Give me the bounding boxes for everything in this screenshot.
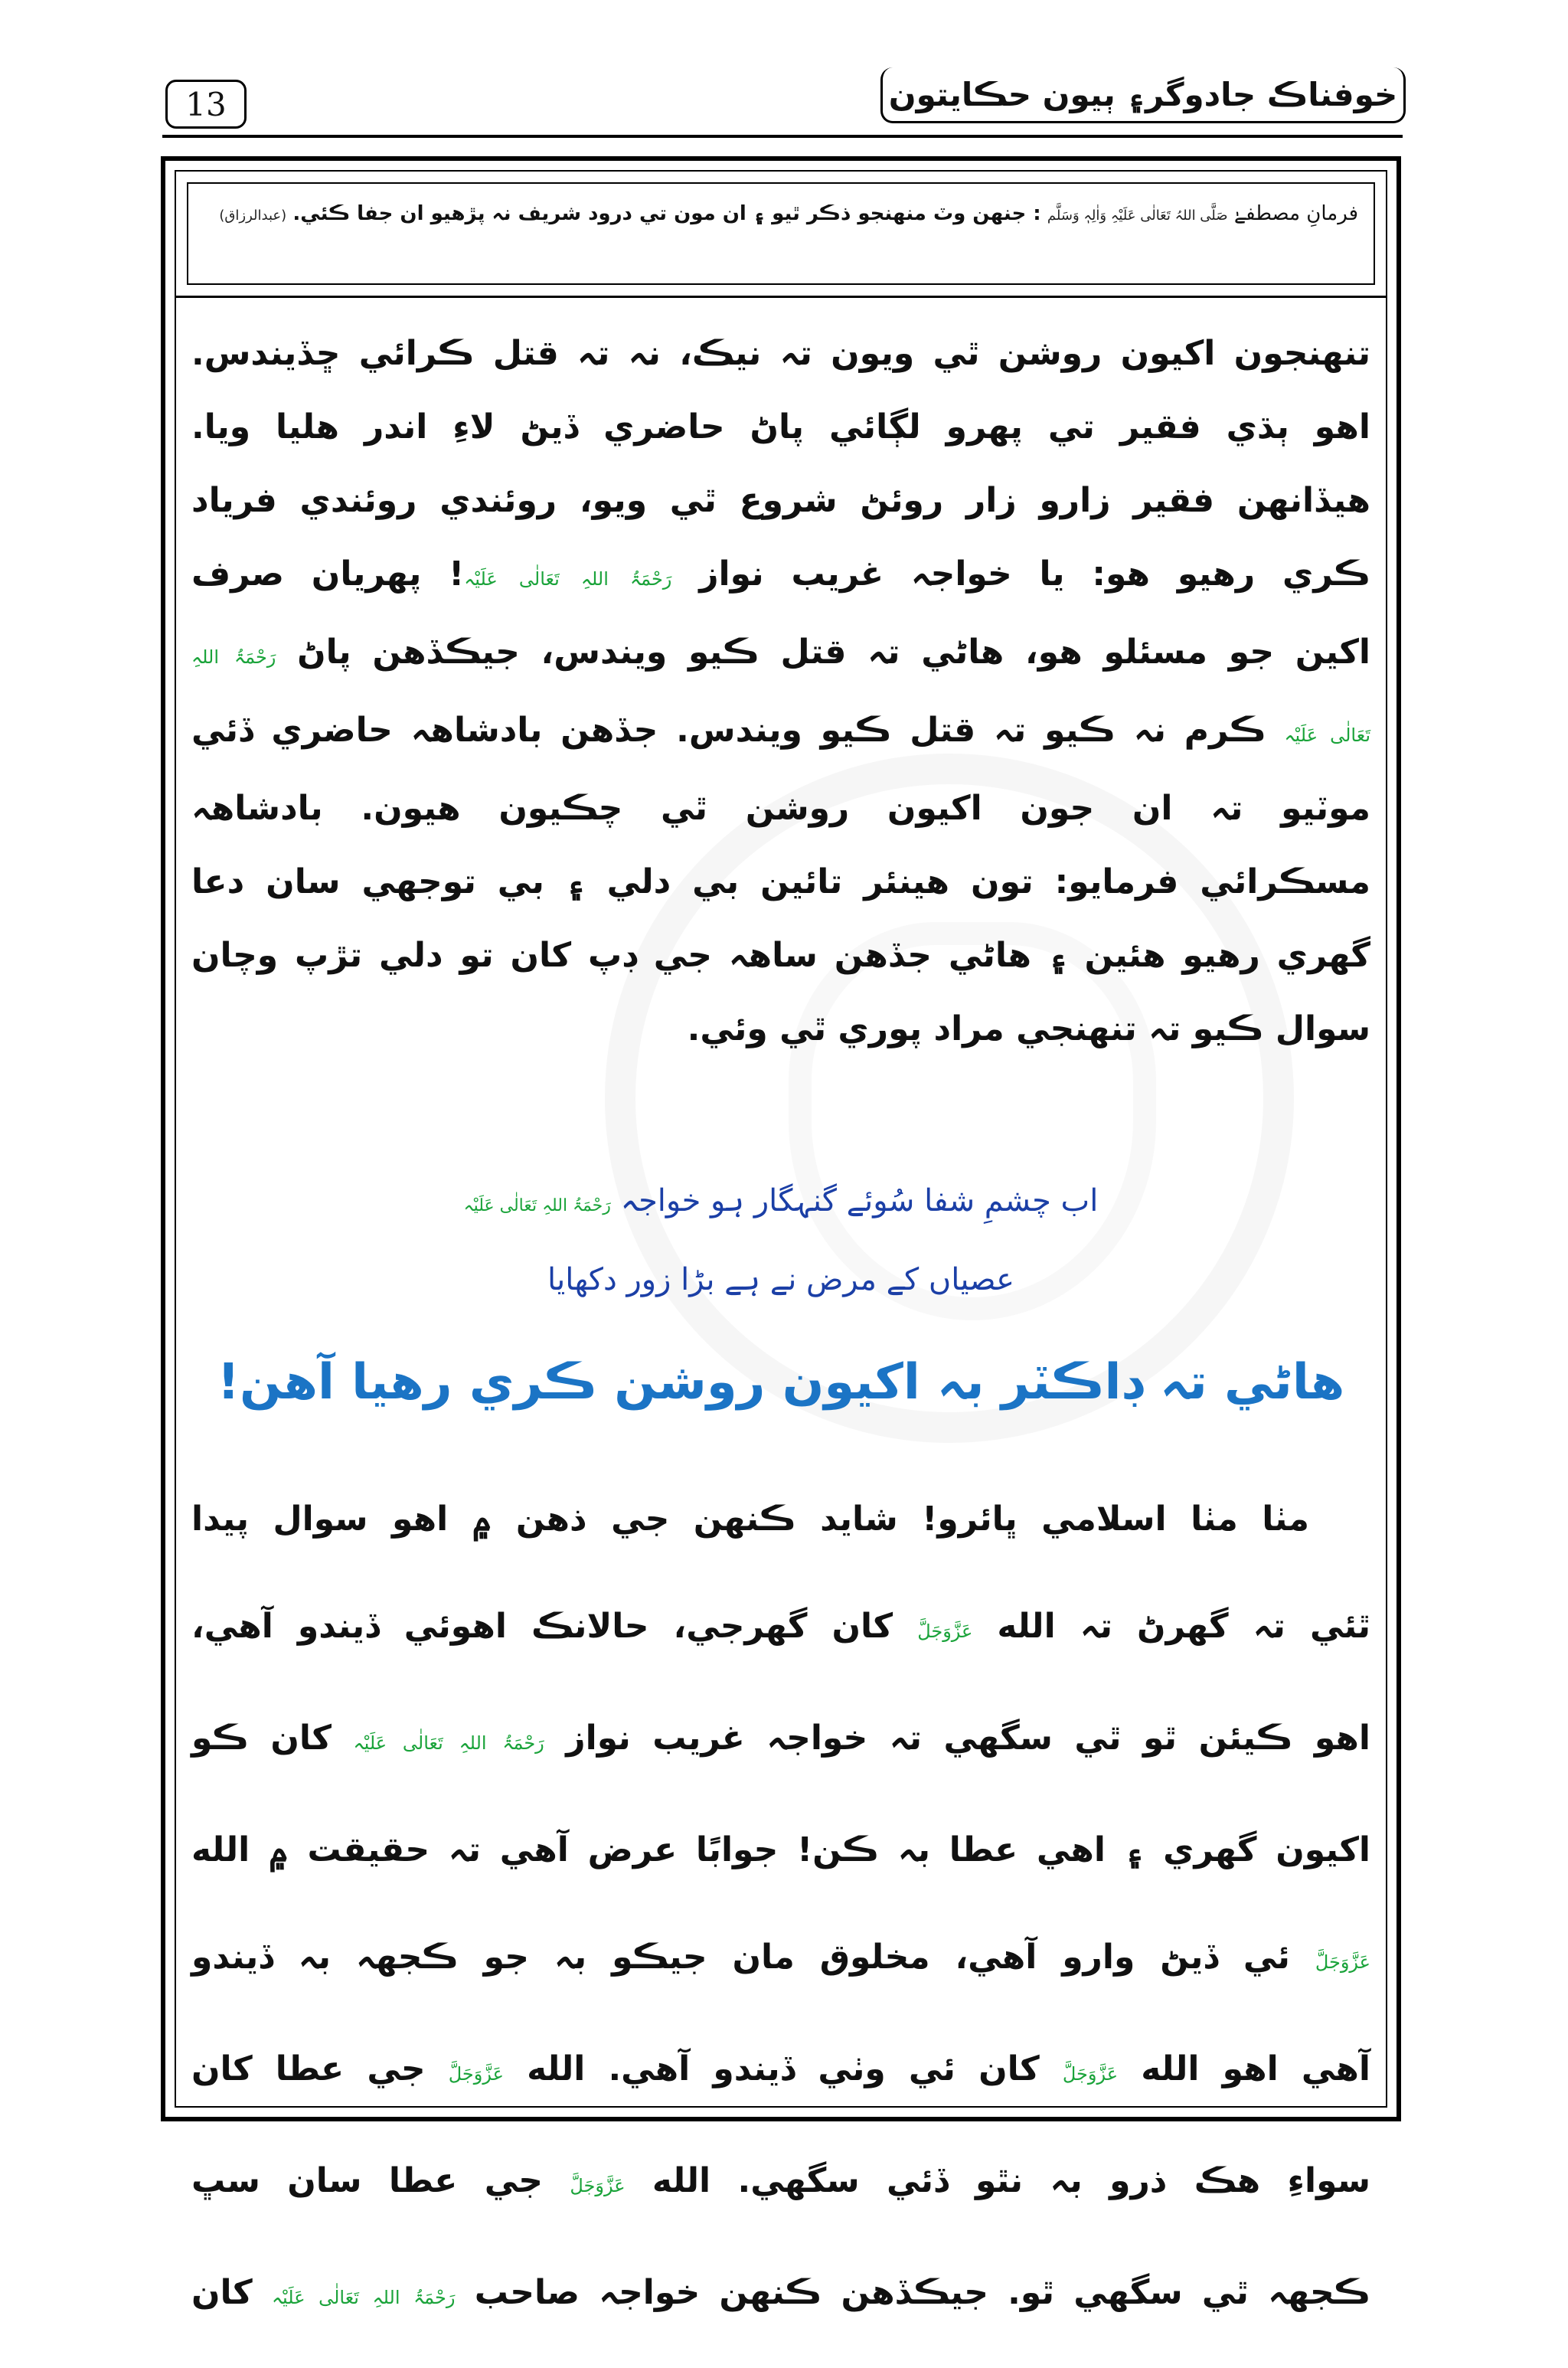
page-frame-inner (175, 170, 1387, 2312)
body-segment: ڪرم نہ ڪيو تہ قتل ڪيو ويندس. جڏهن بادشاهہ حاضري ڏئي (191, 711, 1266, 750)
body-line (191, 694, 1370, 772)
body-segment: کان (191, 2273, 253, 2312)
page-number: 13 (165, 80, 247, 129)
body-line (191, 1590, 1370, 1668)
honorific-text: عَزَّوَجَلَّ (570, 2175, 626, 2196)
honorific-text: عَزَّوَجَلَّ (448, 2063, 504, 2085)
body-segment: جي عطا کان (191, 2049, 426, 2088)
body-line (191, 2144, 1370, 2222)
body-segment: جي عطا سان سڀ (191, 2161, 543, 2200)
notice-box (187, 182, 1375, 285)
body-line: سوال ڪيو تہ تنهنجي مراد پوري ٿي وئي. (687, 1009, 1370, 1048)
body-line (191, 2033, 1370, 2111)
honorific-text: عَزَّوَجَلَّ (1062, 2063, 1119, 2085)
poetry-couplet (345, 1164, 1217, 1316)
book-title: خوفناڪ جادوگر۽ ٻيون حڪايتون (880, 67, 1406, 123)
honorific-text: رَحْمَۃُ اللہِ تَعَالٰی عَلَیْہ (271, 2287, 456, 2308)
body-segment: ڪري رهيو هو: يا خواجہ غريب نواز (699, 554, 1370, 594)
body-line (191, 538, 1370, 616)
notice-source: (عبدالرزاق) (219, 208, 287, 224)
honorific-text: تَعَالٰی عَلَیْہ (1284, 724, 1371, 746)
page-frame (161, 156, 1401, 2312)
poetry-line: عصیاں کے مرض نے ہے بڑا زور دکھایا (547, 1262, 1015, 1297)
body-line: گهري رهيو هئين ۽ هاڻي جڏهن ساهہ جي ڊپ کان تو دلي تڙپ وچان (191, 936, 1370, 975)
notice-rule (176, 296, 1386, 298)
body-text (191, 317, 1370, 1066)
body-line (191, 616, 1370, 694)
body-line: اهو ٻڌي فقير تي پهرو لڳائي پاڻ حاضري ڏيڻ لاءِ اندر هليا ويا. (191, 407, 1370, 446)
body-text-2 (191, 1449, 1370, 2368)
header-rule (162, 135, 1403, 138)
body-segment: کان ڪو (191, 1719, 332, 1758)
body-segment: اکين جو مسئلو هو، هاڻي تہ قتل ڪيو ويندس، جيڪڏهن پاڻ (297, 633, 1371, 672)
body-segment: ٿئي تہ گهرڻ تہ الله (997, 1607, 1370, 1646)
honorific-text: رَحْمَۃُ اللہِ تَعَالٰی عَلَیْہ (353, 1732, 544, 1754)
honorific-text: عَزَّوَجَلَّ (1315, 1951, 1370, 1973)
honorific-text: رَحْمَۃُ اللہِ تَعَالٰی عَلَیْہ (463, 1196, 611, 1215)
notice-honorific: صَلَّی اللہُ تَعَالٰی عَلَیْہِ وَاٰلِہٖ وَسَلَّم (1047, 208, 1228, 224)
body-line: اکيون گهري ۽ اهي عطا بہ ڪن! جوابًا عرض آهي تہ حقيقت ۾ الله (191, 1830, 1370, 1869)
body-line: موٽيو تہ ان جون اکيون روشن ٿي چڪيون هيون. بادشاهہ (191, 789, 1370, 828)
honorific-text: عَزَّوَجَلَّ (917, 1621, 973, 1642)
honorific-text: رَحْمَۃُ اللہِ (191, 646, 276, 668)
body-line: مٺا مٺا اسلامي ڀائرو! شايد ڪنهن جي ذهن ۾ اهو سوال پيدا (191, 1500, 1309, 1539)
honorific-text: رَحْمَۃُ اللہِ تَعَالٰی عَلَیْہ (464, 568, 672, 590)
body-segment: اهو ڪيئن ٿو ٿي سگهي تہ خواجہ غريب نواز (566, 1719, 1371, 1758)
body-line (191, 2256, 1370, 2334)
body-line: مسڪرائي فرمايو: تون هينئر تائين بي دلي ۽ بي توجهي سان دعا (191, 862, 1370, 901)
body-segment: کان ئي وٺي ڏيندو آهي. الله (527, 2049, 1040, 2088)
body-segment: ! پهريان صرف (191, 554, 465, 594)
body-line: تنهنجون اکيون روشن ٿي ويون تہ نيڪ، نہ تہ قتل ڪرائي ڇڏيندس. (191, 334, 1370, 373)
body-line (191, 1702, 1370, 1780)
body-segment: ڪجهہ ٿي سگهي ٿو. جيڪڏهن ڪنهن خواجہ صاحب (474, 2273, 1370, 2312)
body-segment: آهي اهو الله (1141, 2049, 1370, 2088)
body-line: هيڏانهن فقير زارو زار روئڻ شروع ٿي ويو، روئندي روئندي فرياد (191, 481, 1370, 520)
poetry-text: اب چشمِ شفا سُوئے گنہگار ہو خواجہ (620, 1183, 1099, 1218)
notice-text: : جنهن وٽ منهنجو ذڪر ٿيو ۽ ان مون تي درود شريف نہ پڙهيو ان جفا ڪئي. (292, 202, 1041, 225)
body-segment: سواءِ هڪ ذرو بہ نٿو ڏئي سگهي. الله (652, 2161, 1370, 2200)
body-line (191, 1921, 1370, 1999)
notice-label: فرمانِ مصطفےٰ (1233, 202, 1358, 225)
poetry-line (345, 1164, 1217, 1243)
body-segment: کان گهرجي، حالانڪ اهوئي ڏيندو آهي، (191, 1607, 893, 1646)
body-segment: ئي ڏيڻ وارو آهي، مخلوق مان جيڪو بہ جو ڪجهہ بہ ڏيندو (191, 1938, 1290, 1977)
section-heading: هاڻي تہ ڊاڪٽر بہ اکيون روشن ڪري رهيا آهن! (217, 1354, 1345, 1411)
